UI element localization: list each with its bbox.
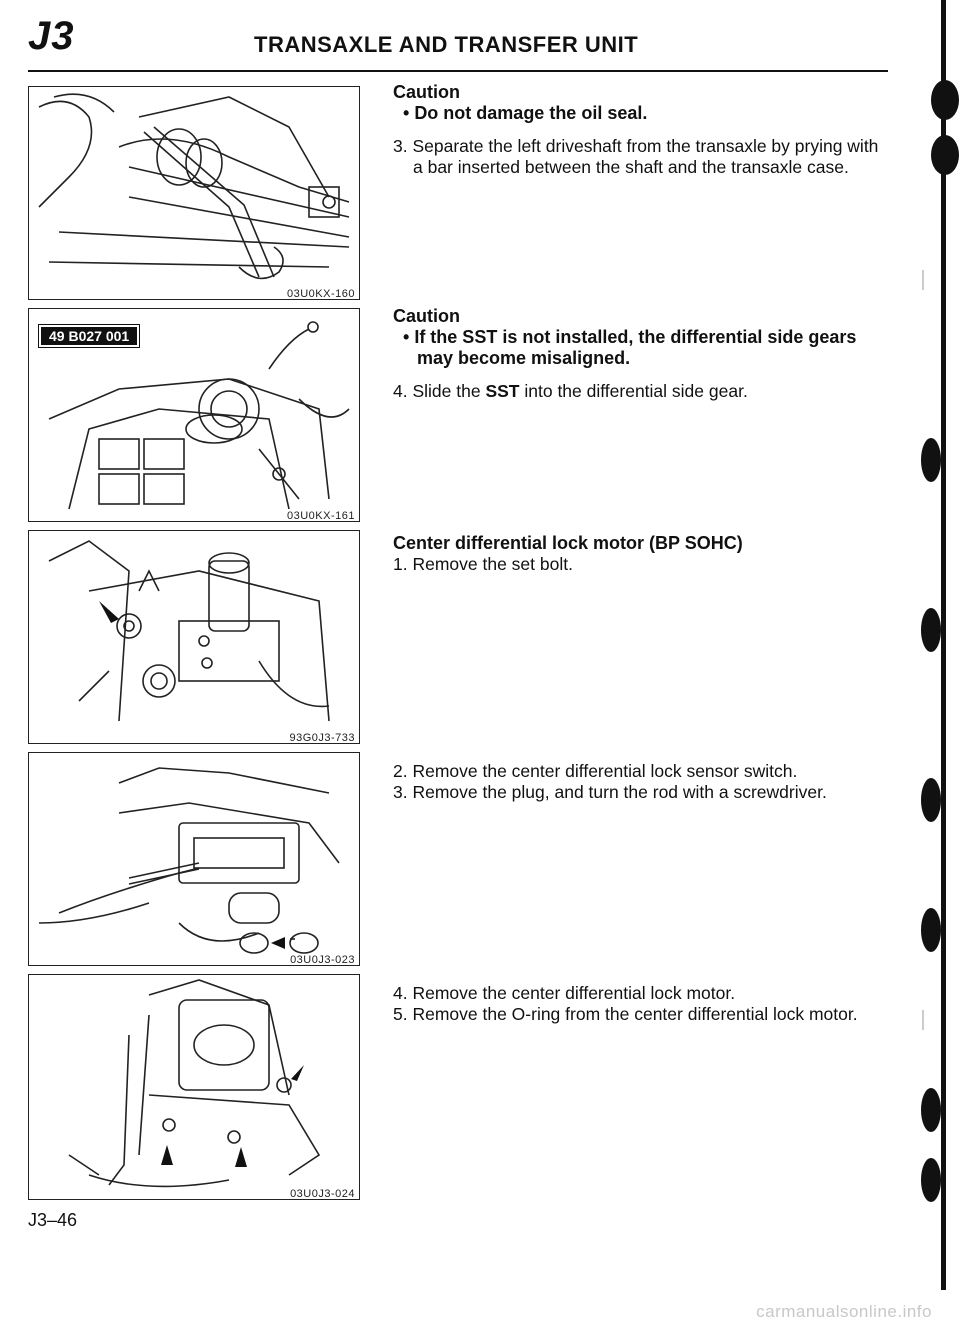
figure-code: 93G0J3-733 bbox=[289, 732, 355, 744]
figure-code: 03U0KX-161 bbox=[287, 510, 355, 522]
page-number: J3–46 bbox=[28, 1210, 78, 1230]
arrow-icon bbox=[235, 1147, 247, 1167]
arrow-icon bbox=[291, 1065, 304, 1081]
caution-item: • If the SST is not installed, the differential side gears may become misaligned. bbox=[403, 327, 857, 368]
figure-screwdriver bbox=[28, 752, 360, 966]
instruction-block-removal bbox=[393, 983, 883, 1025]
step-item: 2. Remove the center differential lock sensor switch. bbox=[393, 761, 798, 781]
watermark: carmanualsonline.info bbox=[756, 1302, 932, 1321]
instruction-block-sensor bbox=[393, 761, 883, 803]
step-item: 3. Separate the left driveshaft from the transaxle by prying with a bar inserted between the shaft and the transaxle case. bbox=[393, 136, 879, 177]
step-item: 1. Remove the set bolt. bbox=[393, 554, 573, 574]
figure-set-bolt bbox=[28, 530, 360, 744]
header-divider bbox=[28, 70, 888, 72]
page-title: TRANSAXLE AND TRANSFER UNIT bbox=[254, 32, 639, 57]
step-item: 5. Remove the O-ring from the center differential lock motor. bbox=[393, 1004, 858, 1024]
figure-code: 03U0J3-024 bbox=[290, 1188, 355, 1200]
step-item: 4. Slide the SST into the differential side gear. bbox=[393, 381, 748, 401]
instruction-block-lock-motor bbox=[393, 533, 883, 575]
section-code: J3 bbox=[28, 14, 75, 58]
screwdriver-illustration bbox=[29, 753, 359, 965]
lock-motor-bolt-illustration bbox=[29, 531, 359, 743]
binding-edge bbox=[905, 0, 960, 1290]
lock-motor-illustration bbox=[29, 975, 359, 1199]
instruction-block-driveshaft bbox=[393, 82, 883, 178]
figure-lock-motor bbox=[28, 974, 360, 1200]
figure-sst-side-gear bbox=[28, 308, 360, 522]
arrow-icon bbox=[99, 601, 119, 623]
caution-heading: Caution bbox=[393, 82, 460, 102]
step-item: 3. Remove the plug, and turn the rod with a screwdriver. bbox=[393, 782, 827, 802]
sst-part-number: 49 B027 001 bbox=[39, 325, 139, 347]
page-header bbox=[28, 14, 888, 74]
arrow-icon bbox=[161, 1145, 173, 1165]
figure-driveshaft-prying bbox=[28, 86, 360, 300]
caution-heading: Caution bbox=[393, 306, 460, 326]
figure-code: 03U0KX-160 bbox=[287, 288, 355, 300]
figure-code: 03U0J3-023 bbox=[290, 954, 355, 966]
instruction-block-sst bbox=[393, 306, 883, 402]
section-heading: Center differential lock motor (BP SOHC) bbox=[393, 533, 743, 553]
step-item: 4. Remove the center differential lock motor. bbox=[393, 983, 736, 1003]
driveshaft-illustration bbox=[29, 87, 359, 299]
caution-item: • Do not damage the oil seal. bbox=[403, 103, 648, 123]
arrow-icon bbox=[271, 937, 285, 949]
